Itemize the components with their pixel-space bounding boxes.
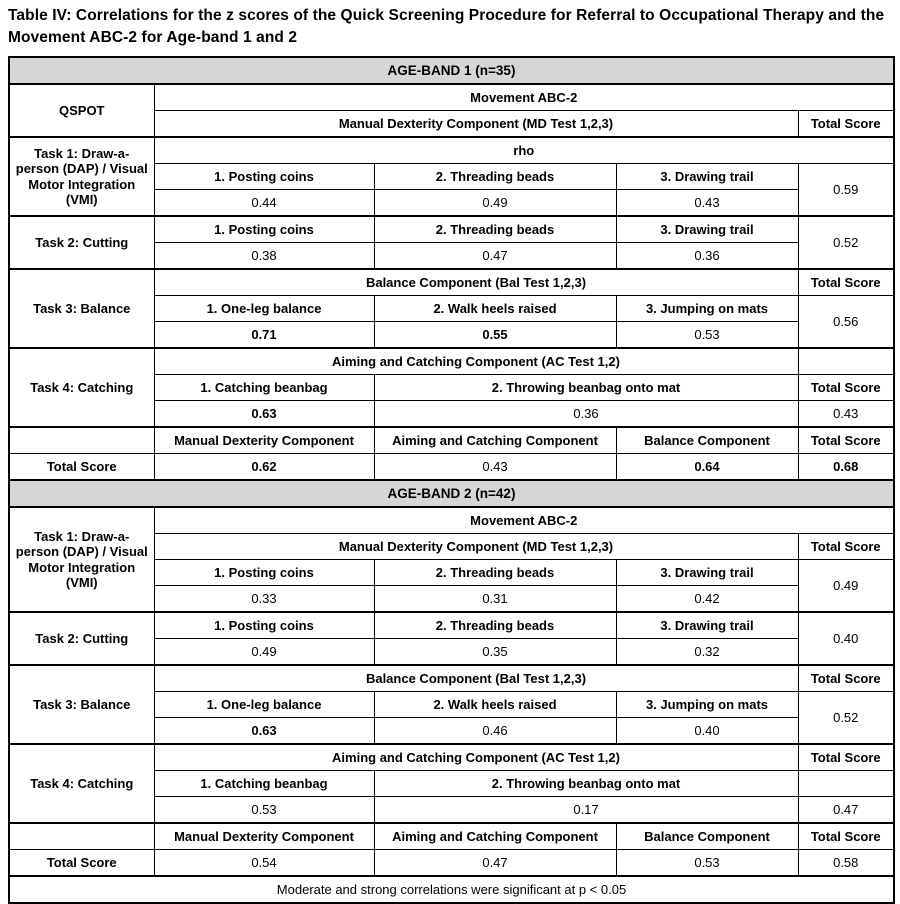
value-cell: 0.17 <box>374 797 798 824</box>
band2-task4-component-row <box>9 744 894 771</box>
band1-total-score-row <box>9 454 894 481</box>
total-score-header: Total Score <box>798 744 894 771</box>
significance-note: Moderate and strong correlations were significant at p < 0.05 <box>9 876 894 903</box>
total-value-cell: 0.52 <box>798 216 894 269</box>
item-header-cell: 2. Throwing beanbag onto mat <box>374 771 798 797</box>
item-header-cell: 1. Catching beanbag <box>154 771 374 797</box>
total-score-header: Total Score <box>798 534 894 560</box>
value-cell: 0.31 <box>374 586 616 613</box>
value-cell: 0.40 <box>616 718 798 745</box>
item-header-cell: 2. Threading beads <box>374 612 616 639</box>
rho-cell: rho <box>154 137 894 164</box>
md-component-header: Manual Dexterity Component (MD Test 1,2,3) <box>154 534 798 560</box>
band2-header-row <box>9 480 894 507</box>
summary-header-cell: Total Score <box>798 823 894 850</box>
band2-task4-label: Task 4: Catching <box>9 744 154 823</box>
aiming-catching-component-header: Aiming and Catching Component (AC Test 1,2) <box>154 348 798 375</box>
item-header-cell: 1. Catching beanbag <box>154 375 374 401</box>
total-score-header: Total Score <box>798 269 894 296</box>
movement-abc2-cell: Movement ABC-2 <box>154 84 894 111</box>
item-header-cell: 2. Threading beads <box>374 216 616 243</box>
total-score-header: Total Score <box>798 111 894 138</box>
band1-movement-row <box>9 84 894 111</box>
value-cell: 0.63 <box>154 401 374 428</box>
value-cell: 0.36 <box>616 243 798 270</box>
value-cell: 0.63 <box>154 718 374 745</box>
summary-header-cell: Balance Component <box>616 427 798 454</box>
total-value-cell: 0.49 <box>798 560 894 613</box>
value-cell: 0.54 <box>154 850 374 877</box>
value-cell: 0.36 <box>374 401 798 428</box>
value-cell: 0.53 <box>616 322 798 349</box>
value-cell: 0.49 <box>374 190 616 217</box>
value-cell: 0.62 <box>154 454 374 481</box>
table-title: Table IV: Correlations for the z scores of the Quick Screening Procedure for Referral to Occupational Therapy and the Movement ABC-2 for Age-band 1 and 2 <box>8 7 885 46</box>
band2-header: AGE-BAND 2 (n=42) <box>9 480 894 507</box>
total-value-cell: 0.40 <box>798 612 894 665</box>
value-cell: 0.49 <box>154 639 374 666</box>
band2-task1-label: Task 1: Draw-a-person (DAP) / Visual Motor Integration (VMI) <box>9 507 154 612</box>
summary-header-cell: Manual Dexterity Component <box>154 427 374 454</box>
value-cell: 0.47 <box>374 850 616 877</box>
band1-task3-label: Task 3: Balance <box>9 269 154 348</box>
value-cell: 0.68 <box>798 454 894 481</box>
value-cell: 0.33 <box>154 586 374 613</box>
band1-summary-header-row <box>9 427 894 454</box>
band1-task4-label: Task 4: Catching <box>9 348 154 427</box>
correlations-table <box>8 56 895 904</box>
band2-task2-label: Task 2: Cutting <box>9 612 154 665</box>
aiming-catching-component-header: Aiming and Catching Component (AC Test 1,2) <box>154 744 798 771</box>
item-header-cell: 3. Drawing trail <box>616 216 798 243</box>
value-cell: 0.53 <box>616 850 798 877</box>
qspot-cell: QSPOT <box>9 84 154 137</box>
band1-task3-component-row <box>9 269 894 296</box>
total-value-cell: 0.43 <box>798 401 894 428</box>
summary-header-cell: Aiming and Catching Component <box>374 823 616 850</box>
band2-task3-label: Task 3: Balance <box>9 665 154 744</box>
summary-header-cell: Total Score <box>798 427 894 454</box>
value-cell: 0.35 <box>374 639 616 666</box>
band1-task4-component-row <box>9 348 894 375</box>
band2-task3-component-row <box>9 665 894 692</box>
item-header-cell: 1. One-leg balance <box>154 692 374 718</box>
empty-cell <box>9 823 154 850</box>
value-cell: 0.64 <box>616 454 798 481</box>
band2-movement-row <box>9 507 894 534</box>
md-component-header: Manual Dexterity Component (MD Test 1,2,3) <box>154 111 798 138</box>
total-value-cell: 0.47 <box>798 797 894 824</box>
item-header-cell: 2. Walk heels raised <box>374 296 616 322</box>
band1-task1-rho-row <box>9 137 894 164</box>
total-value-cell: 0.56 <box>798 296 894 349</box>
footnote-row <box>9 876 894 903</box>
item-header-cell: 1. Posting coins <box>154 560 374 586</box>
band2-task2-items-row <box>9 612 894 639</box>
value-cell: 0.47 <box>374 243 616 270</box>
item-header-cell: 2. Threading beads <box>374 560 616 586</box>
item-header-cell: 2. Throwing beanbag onto mat <box>374 375 798 401</box>
item-header-cell: 3. Drawing trail <box>616 560 798 586</box>
empty-cell <box>798 348 894 375</box>
value-cell: 0.46 <box>374 718 616 745</box>
band2-total-score-row <box>9 850 894 877</box>
item-header-cell: 2. Walk heels raised <box>374 692 616 718</box>
value-cell: 0.38 <box>154 243 374 270</box>
value-cell: 0.32 <box>616 639 798 666</box>
summary-header-cell: Manual Dexterity Component <box>154 823 374 850</box>
value-cell: 0.55 <box>374 322 616 349</box>
item-header-cell: 1. Posting coins <box>154 216 374 243</box>
value-cell: 0.53 <box>154 797 374 824</box>
total-value-cell: 0.59 <box>798 164 894 217</box>
band1-header-row <box>9 57 894 84</box>
item-header-cell: 1. One-leg balance <box>154 296 374 322</box>
item-header-cell: 3. Drawing trail <box>616 612 798 639</box>
balance-component-header: Balance Component (Bal Test 1,2,3) <box>154 269 798 296</box>
summary-header-cell: Aiming and Catching Component <box>374 427 616 454</box>
value-cell: 0.43 <box>374 454 616 481</box>
item-header-cell: 1. Posting coins <box>154 612 374 639</box>
value-cell: 0.44 <box>154 190 374 217</box>
empty-cell <box>9 427 154 454</box>
value-cell: 0.58 <box>798 850 894 877</box>
empty-cell <box>798 771 894 797</box>
band1-task2-label: Task 2: Cutting <box>9 216 154 269</box>
total-score-header: Total Score <box>798 375 894 401</box>
summary-header-cell: Balance Component <box>616 823 798 850</box>
item-header-cell: 3. Jumping on mats <box>616 296 798 322</box>
band1-header: AGE-BAND 1 (n=35) <box>9 57 894 84</box>
value-cell: 0.71 <box>154 322 374 349</box>
total-score-row-label: Total Score <box>9 454 154 481</box>
item-header-cell: 3. Jumping on mats <box>616 692 798 718</box>
total-score-row-label: Total Score <box>9 850 154 877</box>
item-header-cell: 2. Threading beads <box>374 164 616 190</box>
value-cell: 0.43 <box>616 190 798 217</box>
band1-task2-items-row <box>9 216 894 243</box>
total-score-header: Total Score <box>798 665 894 692</box>
balance-component-header: Balance Component (Bal Test 1,2,3) <box>154 665 798 692</box>
band1-task1-label: Task 1: Draw-a-person (DAP) / Visual Motor Integration (VMI) <box>9 137 154 216</box>
item-header-cell: 3. Drawing trail <box>616 164 798 190</box>
movement-abc2-cell: Movement ABC-2 <box>154 507 894 534</box>
band2-summary-header-row <box>9 823 894 850</box>
total-value-cell: 0.52 <box>798 692 894 745</box>
value-cell: 0.42 <box>616 586 798 613</box>
item-header-cell: 1. Posting coins <box>154 164 374 190</box>
